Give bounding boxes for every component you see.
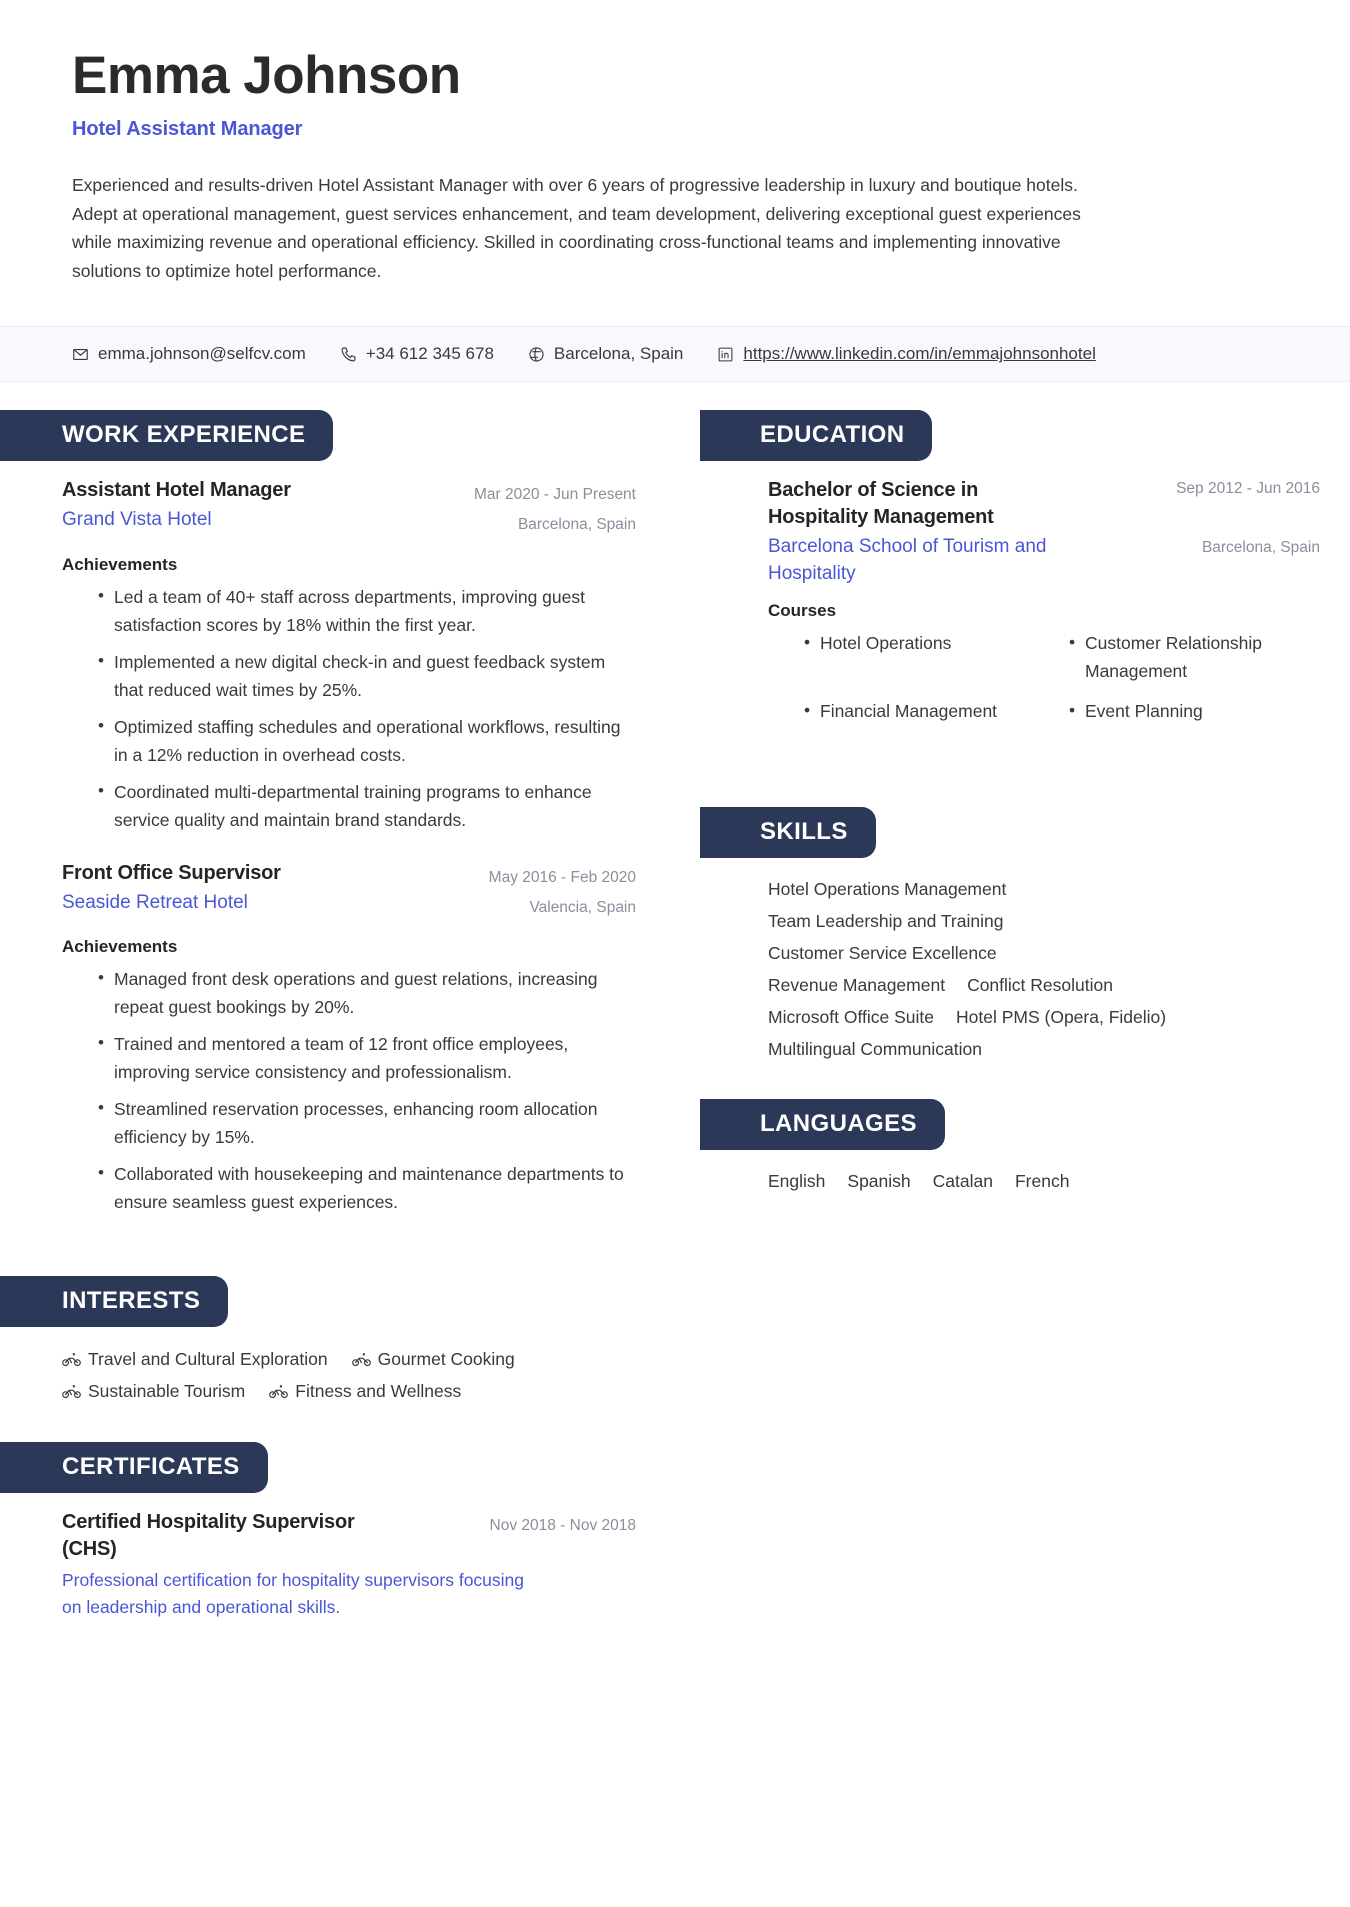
- education-dates: Sep 2012 - Jun 2016: [1176, 480, 1320, 498]
- section-title-skills: SKILLS: [700, 807, 876, 858]
- skill-item: Microsoft Office Suite: [768, 1006, 934, 1027]
- achievement-item: • Optimized staffing schedules and operational workflows, resulting in a 12% reduction in overhead costs.: [98, 713, 636, 769]
- candidate-name: Emma Johnson: [72, 46, 461, 105]
- work-entry-achievements: [62, 965, 636, 1216]
- work-entry: [0, 477, 700, 833]
- achievement-item: • Implemented a new digital check-in and guest feedback system that reduced wait times by 25%.: [98, 648, 636, 704]
- certificate-entry: [0, 1509, 700, 1621]
- certificate-description: Professional certification for hospitality supervisors focusing on leadership and operational skills.: [62, 1569, 525, 1617]
- achievements-label: Achievements: [62, 937, 178, 957]
- language-item: Spanish: [847, 1171, 911, 1192]
- education-school: Barcelona School of Tourism and Hospitality: [768, 536, 1047, 584]
- work-entry-organization: Seaside Retreat Hotel: [62, 891, 248, 913]
- education-courses: [768, 629, 1320, 765]
- work-entry-head: [62, 860, 636, 923]
- skill-item: Hotel PMS (Opera, Fidelio): [956, 1006, 1167, 1027]
- languages-list: [700, 1166, 1350, 1198]
- interest-label: Sustainable Tourism: [88, 1381, 246, 1402]
- envelope-icon: [72, 346, 89, 363]
- interest-label: Travel and Cultural Exploration: [88, 1349, 328, 1370]
- skill-item: Conflict Resolution: [967, 974, 1113, 995]
- education-degree: Bachelor of Science in Hospitality Management: [768, 479, 994, 529]
- language-item: Catalan: [932, 1171, 993, 1192]
- section-header-languages: [700, 1099, 1350, 1150]
- skill-item: Multilingual Communication: [768, 1038, 982, 1059]
- contact-linkedin[interactable]: [717, 344, 1095, 364]
- achievement-item: • Collaborated with housekeeping and maintenance departments to ensure seamless guest experiences.: [98, 1160, 636, 1216]
- education-entry: [700, 477, 1350, 765]
- contact-email-text: emma.johnson@selfcv.com: [98, 344, 306, 364]
- language-item: French: [1014, 1171, 1070, 1192]
- bicycle-icon: [352, 1352, 371, 1367]
- contact-location: [528, 344, 683, 364]
- achievement-item: • Coordinated multi-departmental training programs to enhance service quality and maintain brand standards.: [98, 778, 636, 834]
- language-item: English: [768, 1171, 826, 1192]
- contact-location-text: Barcelona, Spain: [553, 344, 684, 364]
- education-entry-head: [768, 477, 1320, 587]
- certificate-entry-head: [62, 1509, 636, 1563]
- work-entry-organization: Grand Vista Hotel: [62, 509, 212, 531]
- contact-phone-text: +34 612 345 678: [365, 344, 494, 364]
- left-column: [0, 410, 700, 1647]
- achievement-item: • Streamlined reservation processes, enhancing room allocation efficiency by 15%.: [98, 1095, 636, 1151]
- course-item: • Hotel Operations: [804, 629, 1055, 697]
- contact-linkedin-link[interactable]: https://www.linkedin.com/in/emmajohnsonhotel: [743, 344, 1096, 364]
- skill-item: Team Leadership and Training: [768, 911, 1004, 932]
- section-header-work-experience: [0, 410, 700, 461]
- bicycle-icon: [62, 1352, 81, 1367]
- section-title-education: EDUCATION: [700, 410, 932, 461]
- achievement-item: • Managed front desk operations and guest relations, increasing repeat guest bookings by 20%.: [98, 965, 636, 1021]
- section-header-certificates: [0, 1442, 700, 1493]
- achievement-item: • Trained and mentored a team of 12 front office employees, improving service consistency and professionalism.: [98, 1030, 636, 1086]
- work-entry-title: Assistant Hotel Manager: [62, 479, 291, 502]
- work-entry-dates: May 2016 - Feb 2020: [488, 868, 636, 886]
- section-header-education: [700, 410, 1350, 461]
- contact-email[interactable]: [72, 344, 306, 364]
- professional-summary: Experienced and results-driven Hotel Assistant Manager with over 6 years of progressive leadership in luxury and boutique hotels. Adept at operational management, guest services enhancement, and team development, delivering exceptional guest experiences while maximizing revenue and operational efficiency. Skilled in coordinating cross-functional teams and implementing innovative solutions to optimize hotel performance.: [72, 174, 1081, 282]
- section-header-interests: [0, 1276, 700, 1327]
- bicycle-icon: [269, 1384, 288, 1399]
- skill-item: Customer Service Excellence: [768, 943, 997, 964]
- work-entry-dates: Mar 2020 - Jun Present: [474, 486, 636, 504]
- interest-item: [352, 1343, 515, 1375]
- work-entry-location: Valencia, Spain: [529, 898, 636, 916]
- skills-list: [700, 874, 1350, 1065]
- work-entry-achievements: [62, 583, 636, 834]
- resume-header: [0, 0, 1350, 326]
- interest-item: [62, 1343, 328, 1375]
- course-item: • Event Planning: [1069, 697, 1320, 765]
- section-title-languages: LANGUAGES: [700, 1099, 945, 1150]
- course-item: • Customer Relationship Management: [1069, 629, 1320, 697]
- education-location: Barcelona, Spain: [1201, 538, 1320, 556]
- contact-phone[interactable]: [340, 344, 494, 364]
- section-title-interests: INTERESTS: [0, 1276, 228, 1327]
- section-title-work-experience: WORK EXPERIENCE: [0, 410, 333, 461]
- linkedin-icon: [717, 346, 734, 363]
- work-entry-head: [62, 477, 636, 540]
- courses-label: Courses: [768, 601, 837, 621]
- interests-list: [0, 1343, 700, 1408]
- course-item: • Financial Management: [804, 697, 1055, 765]
- section-header-skills: [700, 807, 1350, 858]
- interest-label: Gourmet Cooking: [377, 1349, 515, 1370]
- section-title-certificates: CERTIFICATES: [0, 1442, 268, 1493]
- candidate-job-title: Hotel Assistant Manager: [72, 117, 303, 140]
- right-column: [700, 410, 1350, 1198]
- work-entry-location: Barcelona, Spain: [517, 516, 636, 534]
- achievement-item: • Led a team of 40+ staff across departments, improving guest satisfaction scores by 18% within the first year.: [98, 583, 636, 639]
- location-icon: [528, 346, 545, 363]
- skill-item: Hotel Operations Management: [768, 879, 1007, 900]
- resume-body: [0, 382, 1350, 1647]
- certificate-title: Certified Hospitality Supervisor (CHS): [62, 1510, 355, 1560]
- certificate-dates: Nov 2018 - Nov 2018: [489, 1516, 636, 1534]
- bicycle-icon: [62, 1384, 81, 1399]
- interest-item: [269, 1375, 461, 1407]
- achievements-label: Achievements: [62, 554, 178, 574]
- skill-item: Revenue Management: [768, 974, 946, 995]
- work-entry-title: Front Office Supervisor: [62, 861, 281, 884]
- interest-label: Fitness and Wellness: [295, 1381, 462, 1402]
- work-entry: [0, 860, 700, 1216]
- interest-item: [62, 1375, 245, 1407]
- phone-icon: [340, 346, 357, 363]
- contact-bar: [0, 326, 1350, 382]
